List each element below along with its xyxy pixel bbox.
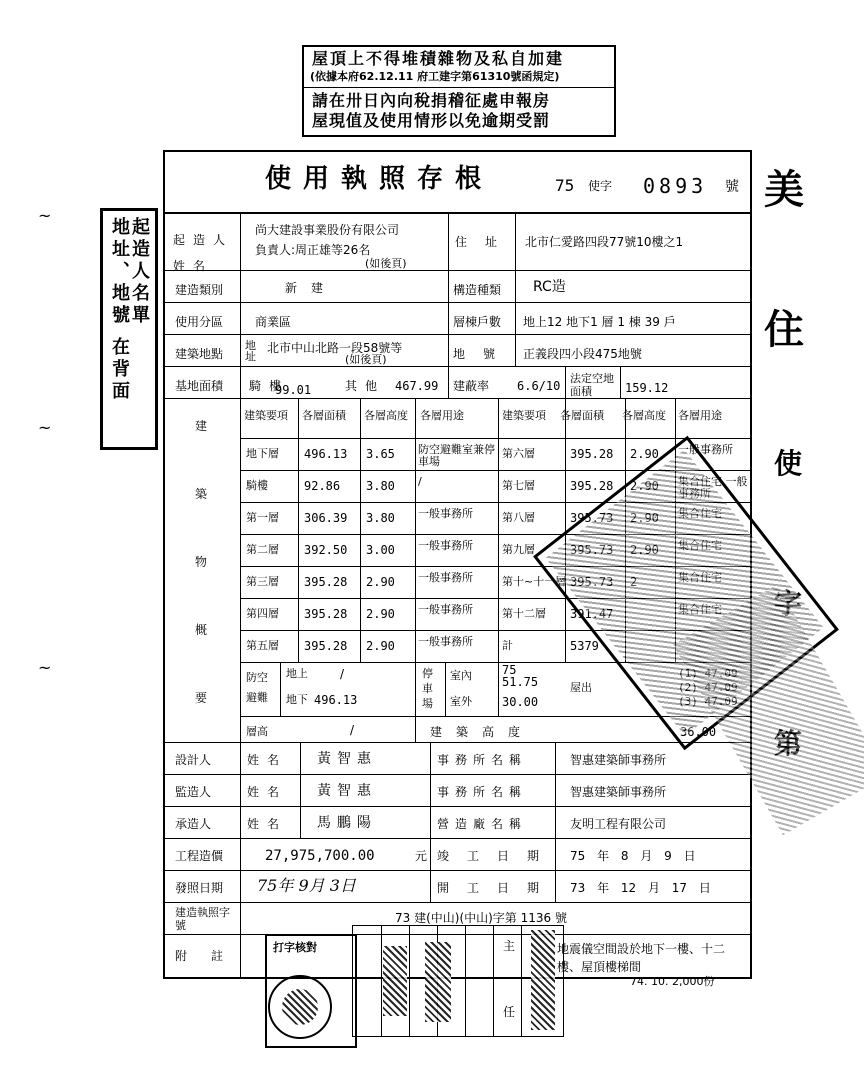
parking-out-value: 30.00 [502, 695, 539, 709]
notice-line-4: 屋現值及使用情形以免逾期受罰 [312, 111, 551, 130]
designer-label: 設計人 [175, 753, 212, 767]
other-label: 其他 [345, 379, 386, 393]
grid-line [498, 662, 499, 716]
top-notice-stamp [302, 45, 616, 137]
margin-mark: ~ [38, 206, 52, 225]
floor-name: 地下層 [246, 447, 279, 460]
building-side-char: 要 [195, 691, 208, 705]
floor-height: 2.90 [630, 479, 659, 493]
floor-height: 2 [630, 575, 638, 589]
roof-label: 屋出 [570, 681, 592, 694]
designer-office-label: 事務所名稱 [437, 753, 528, 767]
floor-use: 一般事務所 [418, 507, 473, 520]
site-value: 北市中山北路一段58號等 [267, 341, 403, 355]
floor-area: 496.13 [304, 447, 348, 461]
floor-name: 第七層 [502, 479, 535, 492]
build-type-value: 新建 [285, 281, 338, 295]
floor-height: 2.90 [630, 543, 659, 557]
floor-area: 306.39 [304, 511, 348, 525]
applicant-value: 尚大建設事業股份有限公司 [255, 223, 400, 237]
shelter-label: 防空避難 [246, 671, 268, 704]
parking-out-label: 室外 [450, 695, 472, 708]
floor-height: 3.80 [366, 511, 395, 525]
cost-label: 工程造價 [175, 849, 224, 863]
building-side-char: 築 [195, 487, 208, 501]
floor-height: 3.80 [366, 479, 395, 493]
permit-ref-label: 建造執照字號 [175, 906, 230, 932]
margin-mark: ~ [38, 658, 52, 677]
area-label: 基地面積 [175, 379, 224, 393]
floor-use: 防空避難室兼停車場 [418, 443, 495, 468]
permit-number: 0893 [643, 174, 708, 198]
floor-header: 各層面積 [560, 409, 604, 422]
floor-name: 第十二層 [502, 607, 546, 620]
floor-use: 一般事務所 [418, 571, 473, 584]
floor-use: 一般事務所 [418, 603, 473, 616]
floor-name: 計 [502, 639, 513, 652]
zone-label: 使用分區 [175, 315, 224, 329]
start-label: 開工日期 [437, 881, 558, 895]
supervisor-name: 黃智惠 [317, 783, 377, 799]
site-note: (如後頁) [345, 353, 387, 366]
contractor-label: 承造人 [175, 817, 212, 831]
building-side-char: 物 [195, 555, 208, 569]
grid-line [240, 438, 750, 439]
floor-header: 各層用途 [420, 409, 464, 422]
site-sub-label: 地址 [245, 339, 256, 363]
cost-unit: 元 [415, 849, 428, 863]
floor-use: 集合住宅 [678, 603, 722, 616]
contractor-firm: 友明工程有限公司 [570, 817, 667, 831]
floor-height: 2.90 [366, 575, 395, 589]
typing-check-label: 打字核對 [273, 941, 317, 954]
floor-area: 395.73 [570, 575, 614, 589]
floor-area: 395.28 [304, 607, 348, 621]
shelter-below-value: 496.13 [314, 693, 358, 707]
roof-value: (3) 47.09 [678, 695, 738, 708]
notice-line-1: 屋頂上不得堆積雜物及私自加建 [312, 49, 565, 68]
eave-value: / [350, 723, 355, 737]
floor-use: 一般事務所 [418, 539, 473, 552]
sign-label-2: 任 [503, 1005, 516, 1019]
structure-label: 構造種類 [453, 283, 502, 297]
floor-use: 集合住宅 [678, 571, 722, 584]
notice-line-2: (依據本府62.12.11 府工建字第61310號函規定) [310, 70, 560, 83]
supervisor-label: 監造人 [175, 785, 212, 799]
contractor-name-label: 姓名 [247, 817, 288, 831]
permit-suffix: 號 [725, 179, 739, 195]
parking-in-value: 75 51.75 [502, 663, 539, 689]
floor-name: 第二層 [246, 543, 279, 556]
left-stamp-col1: 起造人名單 [129, 217, 150, 327]
build-type-label: 建造類別 [175, 283, 224, 297]
floor-use: 集合住宅 [678, 539, 722, 552]
floor-height: 3.00 [366, 543, 395, 557]
margin-char: 使 [774, 447, 803, 480]
floor-header: 建築要項 [244, 409, 288, 422]
start-value: 73 年 12 月 17 日 [570, 881, 711, 895]
supervisor-office: 智惠建築師事務所 [570, 785, 667, 799]
lot-value: 正義段四小段475地號 [523, 347, 642, 361]
contractor-firm-label: 營造廠名稱 [437, 817, 528, 831]
permit-year: 75 [555, 176, 575, 195]
floor-area: 5379 [570, 639, 599, 653]
eave-label: 層高 [246, 725, 268, 738]
floor-area: 395.73 [570, 543, 614, 557]
grid-line [445, 662, 446, 716]
margin-char: 美 [764, 166, 804, 213]
arcade-label: 騎樓 [249, 379, 290, 393]
site-label: 建築地點 [175, 347, 224, 361]
complete-value: 75 年 8 月 9 日 [570, 849, 696, 863]
floor-name: 騎樓 [246, 479, 268, 492]
issue-label: 發照日期 [175, 881, 224, 895]
print-footer: 74. 10. 2,000份 [630, 975, 715, 988]
floor-name: 第四層 [246, 607, 279, 620]
floor-header: 各層用途 [678, 409, 722, 422]
floor-name: 第九層 [502, 543, 535, 556]
floor-header: 各層高度 [622, 409, 666, 422]
left-applicant-stamp [100, 208, 158, 450]
building-side-char: 建 [195, 419, 208, 433]
permit-type: 使字 [588, 179, 613, 193]
floor-name: 第六層 [502, 447, 535, 460]
round-seal [268, 975, 332, 1039]
issue-value: 75年 9月 3日 [257, 876, 356, 895]
structure-value: RC造 [533, 279, 566, 295]
floor-use: 一般事務所 [418, 635, 473, 648]
roof-value: (1) 47.09 [678, 667, 738, 680]
floor-use: / [418, 475, 422, 488]
floor-use: 集合住宅 一般事務所 [678, 475, 748, 500]
building-height-value: 36.00 [680, 725, 717, 739]
complete-label: 竣工日期 [437, 849, 558, 863]
grid-line [415, 662, 416, 742]
parking-label: 停車場 [422, 667, 433, 710]
permit-ref-value: 73 建(中山)(中山)字第 1136 號 [395, 911, 567, 925]
left-stamp-col2: 地址、地號 在背面 [109, 217, 130, 404]
floors-label: 層棟戶數 [453, 315, 502, 329]
contractor-name: 馬鵬陽 [317, 815, 377, 831]
floor-area: 391.47 [570, 607, 614, 621]
applicant-value-2: 負責人:周正雄等26名 [255, 243, 371, 257]
floor-header: 各層面積 [302, 409, 346, 422]
roof-value: (2) 47.09 [678, 681, 738, 694]
floor-area: 392.50 [304, 543, 348, 557]
address-value: 北市仁愛路四段77號10樓之1 [525, 235, 684, 249]
floor-area: 395.28 [304, 639, 348, 653]
arcade-value: 99.01 [275, 383, 312, 397]
floor-area: 395.28 [304, 575, 348, 589]
building-side-char: 概 [195, 623, 208, 637]
floor-header: 建築要項 [502, 409, 546, 422]
coverage-value: 6.6/10 [517, 379, 561, 393]
floor-area: 92.86 [304, 479, 341, 493]
floor-height: 2.90 [630, 447, 659, 461]
applicant-label: 起造人姓名 [173, 233, 234, 273]
floor-height: 2.90 [366, 607, 395, 621]
supervisor-name-label: 姓名 [247, 785, 288, 799]
building-side-label [165, 398, 240, 742]
building-height-label: 建築高度 [430, 725, 535, 739]
coverage-label: 建蔽率 [453, 379, 490, 393]
note-value: 地震儀空間設於地下一樓、十二樓、屋頂樓梯間 [557, 942, 726, 974]
shelter-above-label: 地上 [286, 667, 308, 680]
floor-height: 3.65 [366, 447, 395, 461]
floor-header: 各層高度 [364, 409, 408, 422]
floor-height: 2.90 [366, 639, 395, 653]
floor-area: 395.73 [570, 511, 614, 525]
zone-value: 商業區 [255, 315, 292, 329]
sign-label-1: 主 [503, 939, 516, 953]
legal-area-label: 法定空地面積 [570, 372, 614, 398]
designer-office: 智惠建築師事務所 [570, 753, 667, 767]
notice-line-3: 請在卅日內向稅捐稽征處申報房 [312, 91, 551, 110]
floor-name: 第十~十一層 [502, 575, 567, 588]
floor-name: 第一層 [246, 511, 279, 524]
shelter-above-value: / [340, 667, 345, 681]
grid-line [280, 662, 281, 716]
parking-in-label: 室內 [450, 669, 472, 682]
signature-grid [352, 925, 564, 1037]
designer-name-label: 姓名 [247, 753, 288, 767]
floor-use: 一般事務所 [678, 443, 733, 456]
note-label: 附註 [175, 949, 248, 963]
supervisor-office-label: 事務所名稱 [437, 785, 528, 799]
floor-name: 第五層 [246, 639, 279, 652]
floors-value: 地上12 地下1 層 1 棟 39 戶 [523, 315, 676, 329]
other-value: 467.99 [395, 379, 439, 393]
margin-mark: ~ [38, 418, 52, 437]
margin-char: 住 [764, 306, 804, 353]
cost-value: 27,975,700.00 [265, 848, 375, 864]
floor-area: 395.28 [570, 479, 614, 493]
shelter-below-label: 地下 [286, 693, 308, 706]
applicant-note: (如後頁) [365, 257, 407, 270]
margin-char: 字 [774, 587, 803, 620]
designer-name: 黃智惠 [317, 751, 377, 767]
lot-label: 地號 [453, 347, 514, 361]
page-title: 使用執照存根 [265, 164, 494, 194]
floor-area: 395.28 [570, 447, 614, 461]
margin-char: 第 [774, 727, 803, 760]
address-label: 住址 [455, 235, 516, 249]
floor-name: 第八層 [502, 511, 535, 524]
floor-use: 集合住宅 [678, 507, 722, 520]
floor-name: 第三層 [246, 575, 279, 588]
legal-area-value: 159.12 [625, 381, 669, 395]
floor-height: 2.90 [630, 511, 659, 525]
